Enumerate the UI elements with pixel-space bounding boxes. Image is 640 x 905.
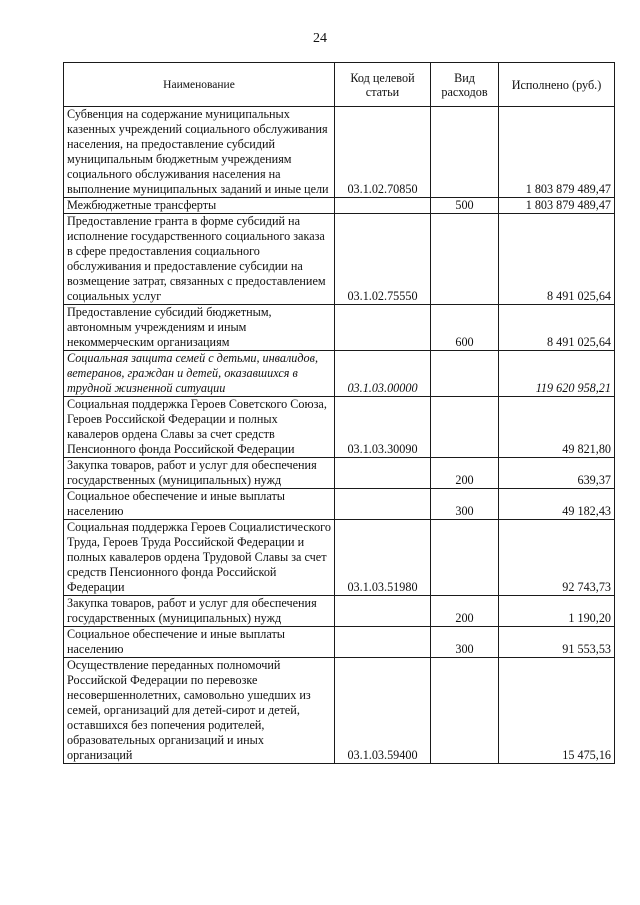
table-row — [64, 520, 615, 596]
row-target-code-cell: 03.1.03.51980 — [335, 520, 431, 596]
row-name-cell: Закупка товаров, работ и услуг для обеспечения государственных (муниципальных) нужд — [64, 458, 335, 489]
row-executed-amount-cell: 1 190,20 — [499, 596, 615, 627]
row-target-code-cell: 03.1.03.00000 — [335, 351, 431, 397]
row-executed-amount-cell: 1 803 879 489,47 — [499, 107, 615, 198]
table-row — [64, 214, 615, 305]
row-name-cell: Осуществление переданных полномочий Российской Федерации по перевозке несовершеннолетних, самовольно ушедших из семей, организаций для детей-сирот и детей, оставшихся без попечения родителей, образовательных организаций и иных организаций — [64, 658, 335, 764]
row-executed-amount-cell: 91 553,53 — [499, 627, 615, 658]
row-target-code-cell: 03.1.03.59400 — [335, 658, 431, 764]
row-expense-kind-cell: 500 — [431, 198, 499, 214]
row-name-cell: Предоставление гранта в форме субсидий на исполнение государственного социального заказа в сфере предоставления социального обслуживания и предоставление субсидии на возмещение затрат, связанных с предоставлением социальных услуг — [64, 214, 335, 305]
row-executed-amount-cell: 49 821,80 — [499, 397, 615, 458]
row-executed-amount-cell: 8 491 025,64 — [499, 305, 615, 351]
row-name-cell: Социальная поддержка Героев Советского Союза, Героев Российской Федерации и полных кавалеров ордена Славы за счет средств Пенсионного фонда Российской Федерации — [64, 397, 335, 458]
row-executed-amount-cell: 49 182,43 — [499, 489, 615, 520]
row-expense-kind-cell — [431, 351, 499, 397]
row-target-code-cell — [335, 458, 431, 489]
table-body — [64, 107, 615, 764]
table-row — [64, 198, 615, 214]
row-target-code-cell — [335, 305, 431, 351]
table-row — [64, 596, 615, 627]
row-executed-amount-cell: 119 620 958,21 — [499, 351, 615, 397]
row-target-code-cell — [335, 627, 431, 658]
row-target-code-cell: 03.1.02.75550 — [335, 214, 431, 305]
row-expense-kind-cell: 600 — [431, 305, 499, 351]
row-name-cell: Социальная поддержка Героев Социалистического Труда, Героев Труда Российской Федерации и полных кавалеров ордена Трудовой Славы за счет средств Пенсионного фонда Российской Федерации — [64, 520, 335, 596]
row-expense-kind-cell — [431, 520, 499, 596]
table-row — [64, 658, 615, 764]
row-expense-kind-cell: 300 — [431, 627, 499, 658]
row-name-cell: Предоставление субсидий бюджетным, автономным учреждениям и иным некоммерческим организациям — [64, 305, 335, 351]
row-name-cell: Социальное обеспечение и иные выплаты населению — [64, 627, 335, 658]
row-executed-amount-cell: 92 743,73 — [499, 520, 615, 596]
row-target-code-cell: 03.1.03.30090 — [335, 397, 431, 458]
row-expense-kind-cell: 200 — [431, 596, 499, 627]
row-executed-amount-cell: 639,37 — [499, 458, 615, 489]
row-expense-kind-cell: 200 — [431, 458, 499, 489]
table-row — [64, 351, 615, 397]
table-row — [64, 305, 615, 351]
row-expense-kind-cell — [431, 214, 499, 305]
row-expense-kind-cell: 300 — [431, 489, 499, 520]
header-name: Наименование — [64, 63, 335, 107]
row-name-cell: Закупка товаров, работ и услуг для обеспечения государственных (муниципальных) нужд — [64, 596, 335, 627]
row-executed-amount-cell: 15 475,16 — [499, 658, 615, 764]
header-executed-amount: Исполнено (руб.) — [499, 63, 615, 107]
header-target-code: Код целевой статьи — [335, 63, 431, 107]
header-expense-kind: Вид расходов — [431, 63, 499, 107]
row-expense-kind-cell — [431, 397, 499, 458]
row-expense-kind-cell — [431, 658, 499, 764]
table-header-row — [64, 63, 615, 107]
row-target-code-cell — [335, 489, 431, 520]
row-expense-kind-cell — [431, 107, 499, 198]
budget-execution-table — [63, 62, 615, 764]
row-name-cell: Социальное обеспечение и иные выплаты населению — [64, 489, 335, 520]
row-name-cell: Социальная защита семей с детьми, инвалидов, ветеранов, граждан и детей, оказавшихся в трудной жизненной ситуации — [64, 351, 335, 397]
table-row — [64, 107, 615, 198]
row-executed-amount-cell: 1 803 879 489,47 — [499, 198, 615, 214]
table-row — [64, 397, 615, 458]
table-row — [64, 627, 615, 658]
row-target-code-cell: 03.1.02.70850 — [335, 107, 431, 198]
row-target-code-cell — [335, 596, 431, 627]
row-executed-amount-cell: 8 491 025,64 — [499, 214, 615, 305]
table-row — [64, 489, 615, 520]
row-name-cell: Межбюджетные трансферты — [64, 198, 335, 214]
table-row — [64, 458, 615, 489]
page-number: 24 — [313, 31, 327, 46]
row-target-code-cell — [335, 198, 431, 214]
row-name-cell: Субвенция на содержание муниципальных казенных учреждений социального обслуживания населения, на предоставление субсидий муниципальным бюджетным учреждениям социального обслуживания населения на выполнение муниципальных заданий и иные цели — [64, 107, 335, 198]
